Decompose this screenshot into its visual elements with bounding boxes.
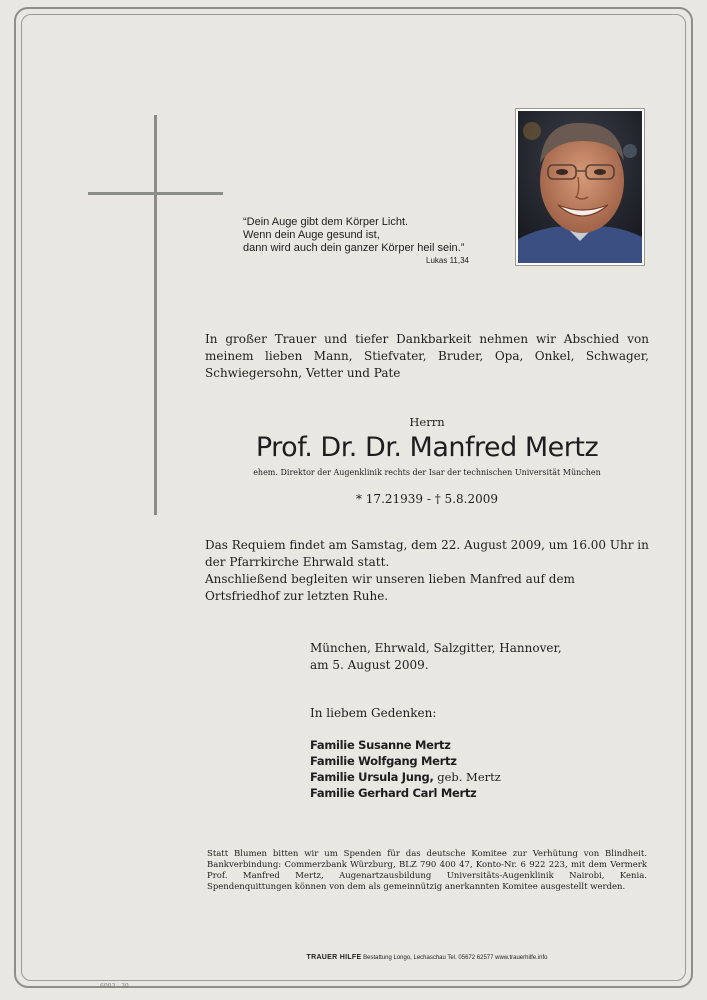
family-entry: Familie Wolfgang Mertz [310, 754, 457, 768]
verse-line-3: dann wird auch dein ganzer Körper heil sein.” [243, 242, 465, 254]
deceased-title: ehem. Direktor der Augenklinik rechts der Isar der technischen Universität München [253, 468, 601, 477]
family-entry: Familie Ursula Jung, geb. Mertz [310, 770, 501, 784]
print-code: 6003 - 30 [100, 983, 129, 990]
bible-verse [243, 216, 483, 266]
cross-horizontal-bar [88, 192, 223, 195]
footer-text: Bestattung Longo, Lechaschau Tel. 05672 62577 www.trauerhilfe.info [363, 955, 548, 961]
date-line: am 5. August 2009. [310, 658, 429, 672]
family-entry: Familie Susanne Mertz [310, 738, 451, 752]
requiem-line-1: Das Requiem findet am Samstag, dem 22. August 2009, um 16.00 Uhr in der Pfarrkirche Ehrwald statt. [205, 538, 649, 569]
cross-vertical-bar [154, 115, 157, 515]
deceased-name: Prof. Dr. Dr. Manfred Mertz [255, 432, 599, 463]
intro-text: In großer Trauer und tiefer Dankbarkeit nehmen wir Abschied von meinem lieben Mann, Stiefvater, Bruder, Opa, Onkel, Schwager, Schwiegersohn, Vetter und Pate [205, 332, 649, 380]
family-list [310, 737, 610, 801]
place-line: München, Ehrwald, Salzgitter, Hannover, [310, 641, 562, 655]
verse-source: Lukas 11,34 [426, 256, 469, 265]
family-entry: Familie Gerhard Carl Mertz [310, 786, 477, 800]
verse-line-1: “Dein Auge gibt dem Körper Licht. [243, 216, 409, 228]
in-memory-heading: In liebem Gedenken: [310, 706, 437, 720]
donation-notice: Statt Blumen bitten wir um Spenden für das deutsche Komitee zur Verhütung von Blindheit. Bankverbindung: Commerzbank Würzburg, BLZ 790 400 47, Konto-Nr. 6 922 223, mit dem Vermerk Prof. Manfred Mertz, Augenartzausbildung Universitäts-Augenklinik Nairobi, Kenia. Spendenquittungen können von dem als gemeinnützig anerkannten Komitee ausgestellt werden. [207, 849, 647, 892]
salutation: Herrn [409, 415, 445, 429]
life-dates: * 17.21939 - † 5.8.2009 [355, 492, 498, 506]
verse-line-2: Wenn dein Auge gesund ist, [243, 229, 380, 241]
requiem-info [205, 537, 649, 605]
footer-brand: TRAUER HILFE [306, 954, 362, 961]
portrait-photo [516, 109, 644, 265]
requiem-line-2: Anschließend begleiten wir unseren lieben Manfred auf dem Ortsfriedhof zur letzten Ruhe. [205, 572, 575, 603]
place-date [310, 640, 610, 674]
footer [207, 954, 647, 961]
